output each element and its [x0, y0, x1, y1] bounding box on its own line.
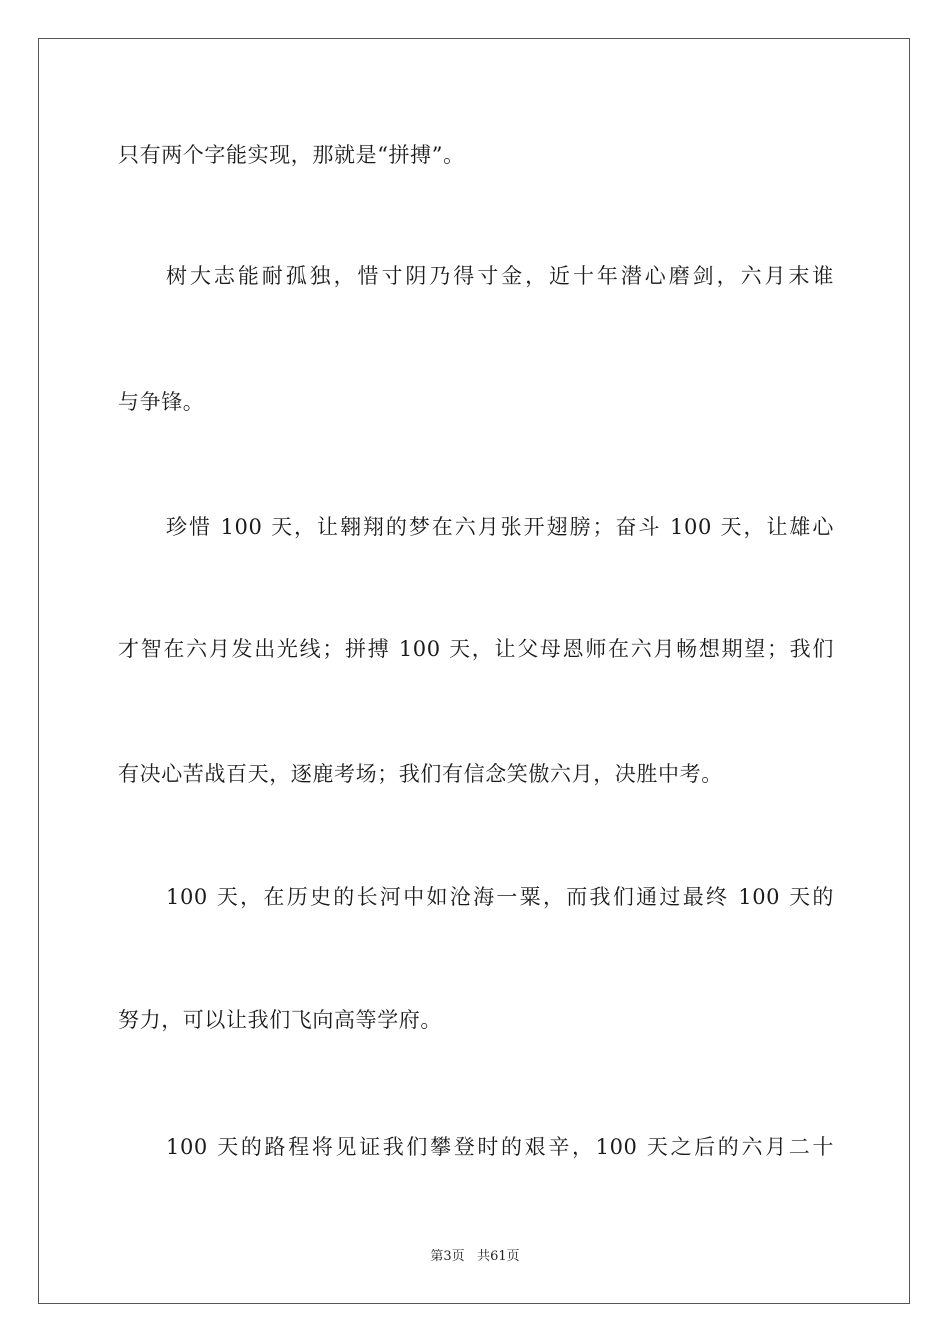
text-line-1: 只有两个字能实现，那就是“拼搏”。 — [118, 143, 465, 167]
page-number: 第3页 — [430, 1249, 465, 1264]
page-frame — [38, 38, 910, 1304]
text-line-8: 努力，可以让我们飞向高等学府。 — [118, 1008, 442, 1032]
total-pages: 共61页 — [477, 1249, 520, 1264]
text-line-4: 珍惜 100 天，让翱翔的梦在六月张开翅膀；奋斗 100 天，让雄心 — [166, 515, 834, 539]
text-line-9: 100 天的路程将见证我们攀登时的艰辛，100 天之后的六月二十 — [166, 1135, 834, 1159]
text-line-3: 与争锋。 — [118, 390, 205, 414]
page-footer — [0, 1248, 950, 1266]
text-line-7: 100 天，在历史的长河中如沧海一粟，而我们通过最终 100 天的 — [166, 885, 834, 909]
text-line-5: 才智在六月发出光线；拼搏 100 天，让父母恩师在六月畅想期望；我们 — [118, 637, 834, 661]
text-line-6: 有决心苦战百天，逐鹿考场；我们有信念笑傲六月，决胜中考。 — [118, 762, 723, 786]
text-line-2: 树大志能耐孤独，惜寸阴乃得寸金，近十年潜心磨剑，六月末谁 — [166, 264, 834, 288]
